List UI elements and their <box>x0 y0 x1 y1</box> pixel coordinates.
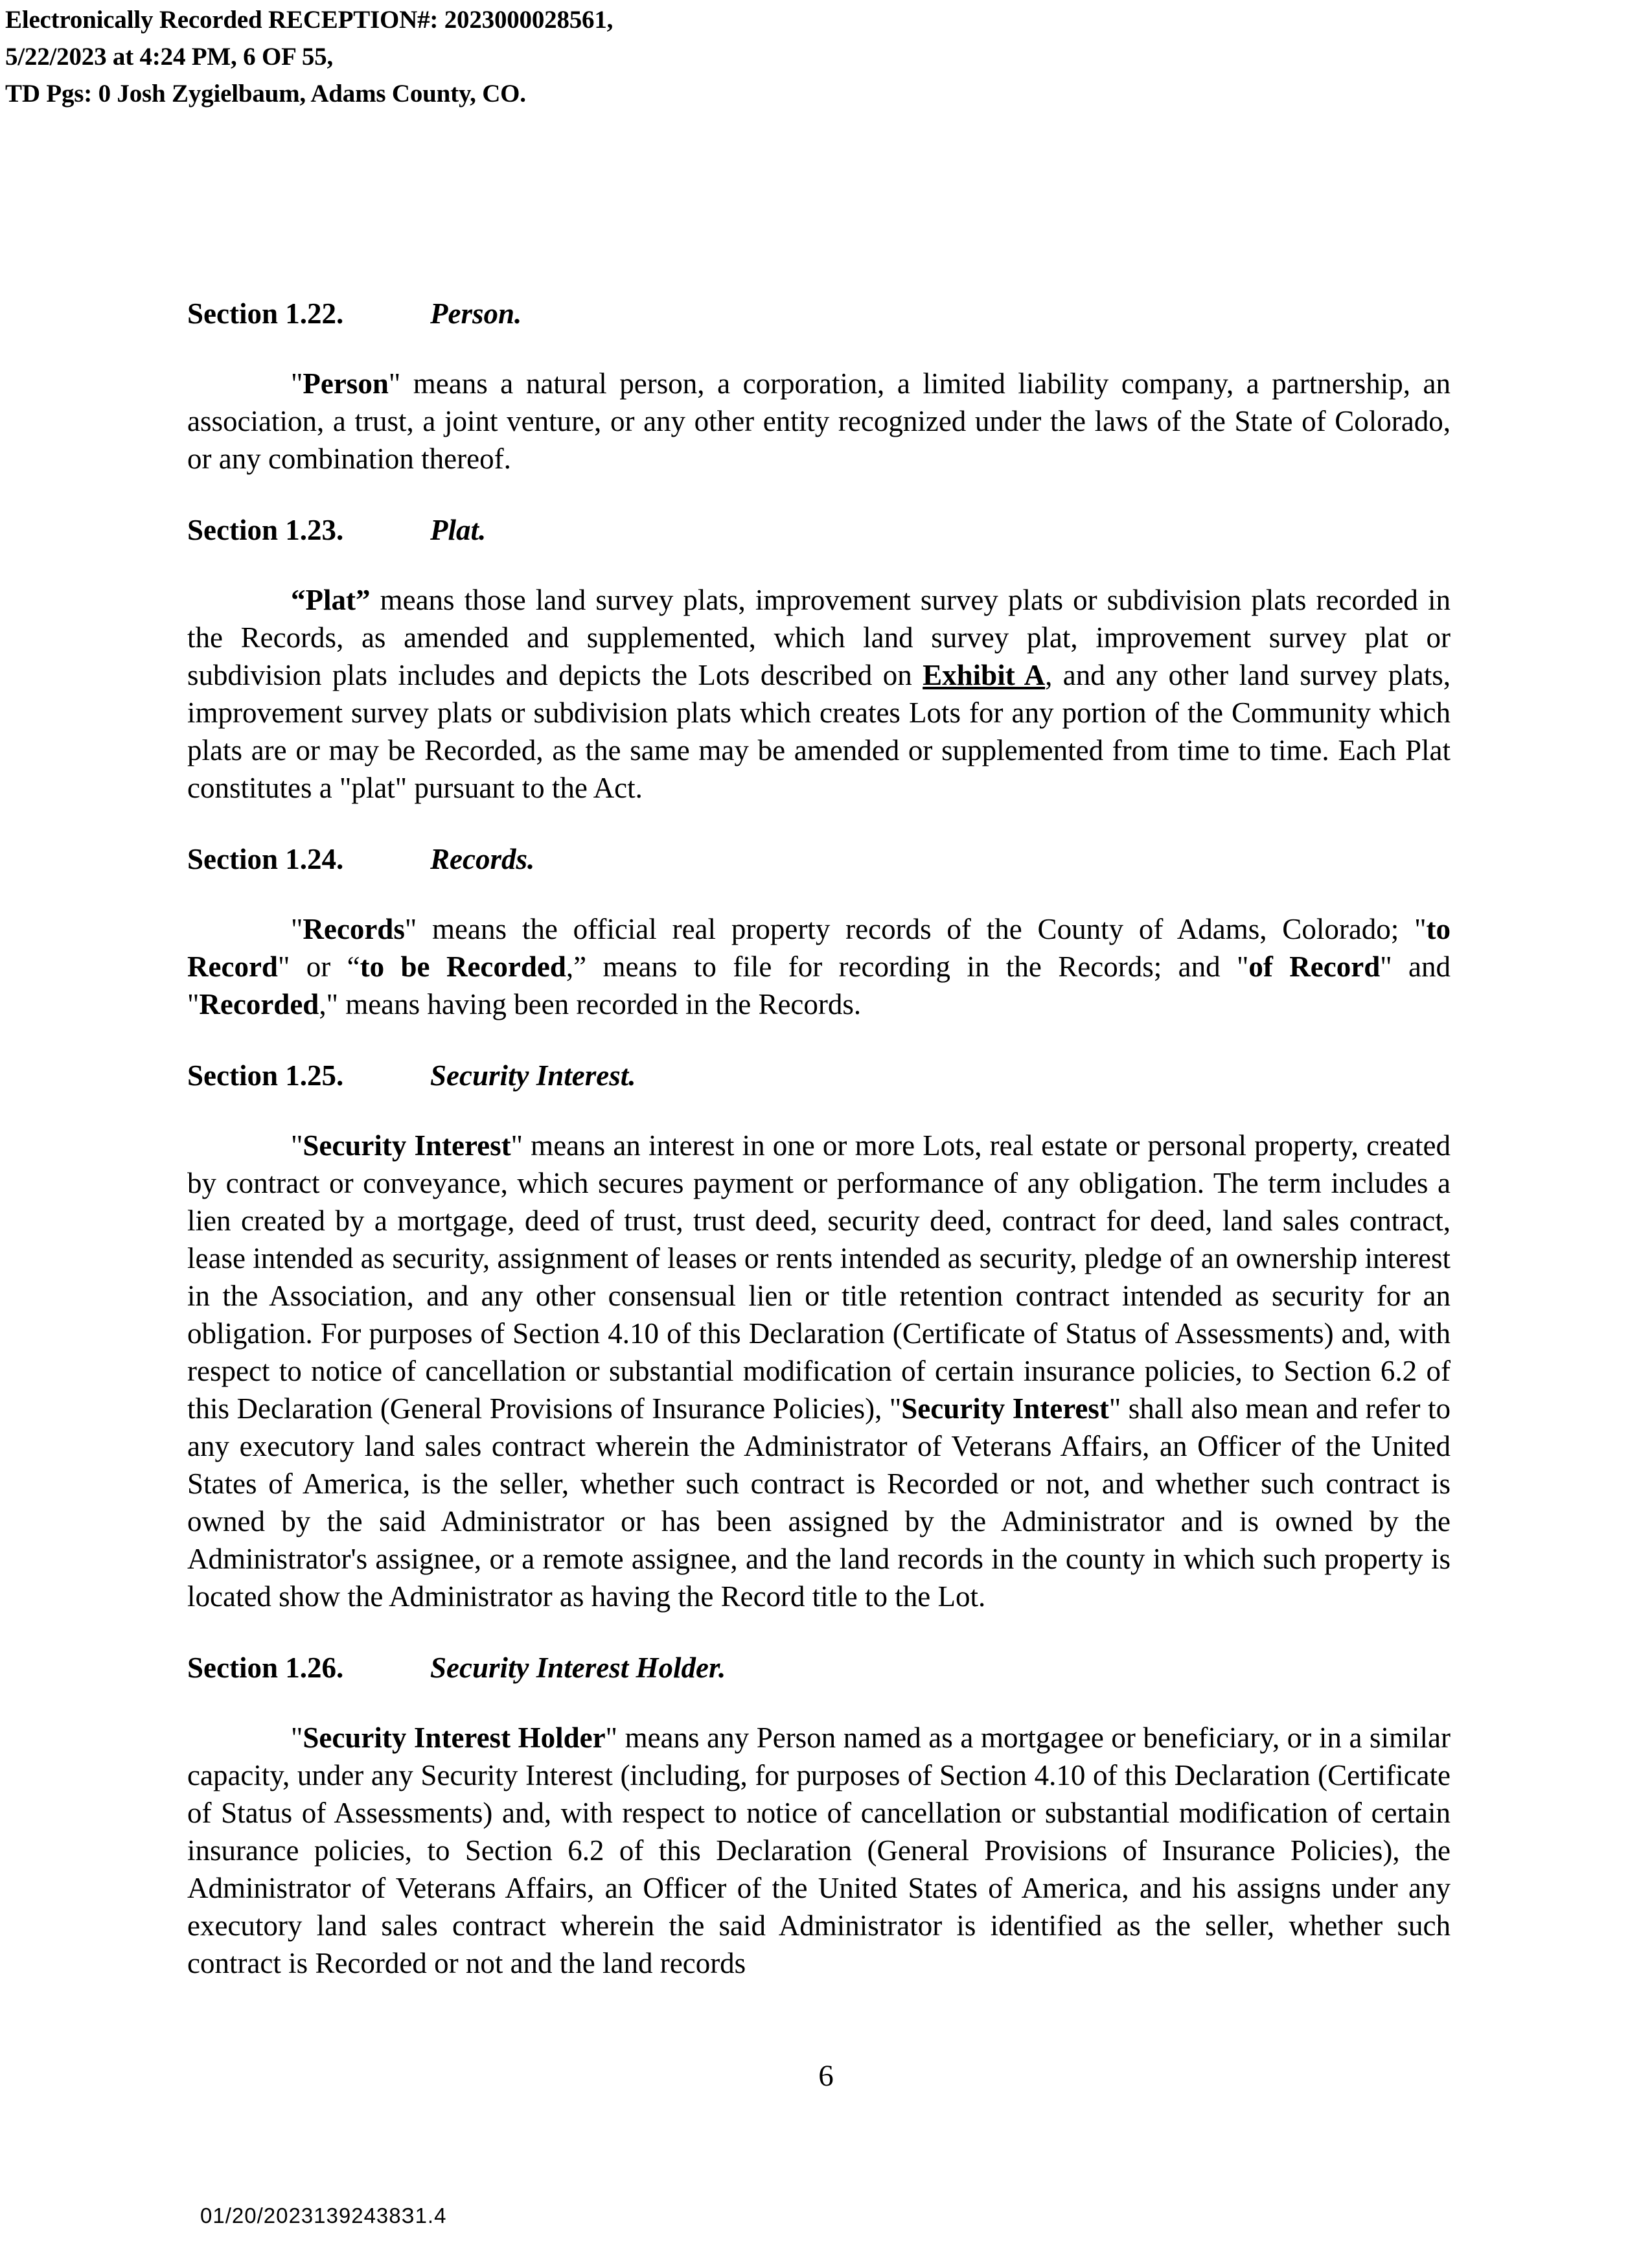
section-number: Section 1.22. <box>187 297 344 330</box>
defined-term: Recorded <box>199 988 319 1020</box>
section-paragraph <box>187 910 1451 1023</box>
section-paragraph <box>187 1127 1451 1615</box>
defined-term: Security Interest <box>901 1392 1109 1425</box>
paragraph-text: ,” means to file for recording in the Records; and " <box>566 950 1249 983</box>
paragraph-text: " means the official real property records of the County of Adams, Colorado; " <box>404 913 1427 945</box>
page-number: 6 <box>818 2059 834 2093</box>
paragraph-text: means those land survey plats, improvement survey plats or subdivision plats recorded in the Records, as amended and supplemented, which land survey plat, improvement survey plat or subdivision plats includes and depicts the Lots described on <box>187 584 1451 691</box>
quote: " <box>291 1129 303 1162</box>
defined-term: Security Interest Holder <box>303 1721 606 1754</box>
exhibit-reference: Exhibit A <box>923 659 1046 691</box>
defined-term: of Record <box>1248 950 1381 983</box>
section-heading <box>187 1057 1451 1094</box>
section-title: Security Interest Holder. <box>430 1652 726 1684</box>
paragraph-text: " or “ <box>277 950 360 983</box>
paragraph-text: , and any other land survey plats, improvement survey plats or subdivision plats which creates Lots for any portion of the Community which plats are or may be Recorded, as the same may be amended or supplemented from time to time. Each Plat constitutes a "plat" pursuant to the Act. <box>187 659 1451 804</box>
paragraph-text: " means any Person named as a mortgagee or beneficiary, or in a similar capacity, under any Security Interest (including, for purposes of Section 4.10 of this Declaration (Certificate of Status of Assessments) and, with respect to notice of cancellation or substantial modification of certain insurance policies, to Section 6.2 of this Declaration (General Provisions of Insurance Policies), the Administrator of Veterans Affairs, an Officer of the United States of America, and his assigns under any executory land sales contract wherein the said Administrator is identified as the seller, whether such contract is Recorded or not and the land records <box>187 1721 1451 1979</box>
defined-term: “Plat” <box>291 584 371 616</box>
quote: " <box>291 913 303 945</box>
section-heading <box>187 1649 1451 1687</box>
quote: " <box>291 1721 303 1754</box>
section-title: Records. <box>430 843 535 875</box>
defined-term: Records <box>303 913 405 945</box>
stamp-line-3: TD Pgs: 0 Josh Zygielbaum, Adams County, CO. <box>5 80 526 108</box>
section-number: Section 1.24. <box>187 843 344 875</box>
stamp-line-1: Electronically Recorded RECEPTION#: 2023000028561, <box>5 6 614 34</box>
section-heading <box>187 511 1451 549</box>
paragraph-text: " shall also mean and refer to any executory land sales contract wherein the Administrator of Veterans Affairs, an Officer of the United States of America, is the seller, whether such contract is Recorded or not, and whether such contract is owned by the said Administrator or has been assigned by the Administrator and is owned by the Administrator's assignee, or a remote assignee, and the land records in the county in which such property is located show the Administrator as having the Record title to the Lot. <box>187 1392 1451 1613</box>
paragraph-text: " means an interest in one or more Lots, real estate or personal property, created by contract or conveyance, which secures payment or performance of any obligation. The term includes a lien created by a mortgage, deed of trust, trust deed, security deed, contract for deed, land sales contract, lease intended as security, assignment of leases or rents intended as security, pledge of an ownership interest in the Association, and any other consensual lien or title retention contract intended as security for an obligation. For purposes of Section 4.10 of this Declaration (Certificate of Status of Assessments) and, with respect to notice of cancellation or substantial modification of certain insurance policies, to Section 6.2 of this Declaration (General Provisions of Insurance Policies), " <box>187 1129 1451 1425</box>
defined-term: to be Recorded <box>360 950 566 983</box>
quote: " <box>291 367 303 400</box>
paragraph-text: " and " <box>187 950 1451 1020</box>
defined-term: to Record <box>187 913 1451 983</box>
defined-term: Person <box>303 367 389 400</box>
section-title: Security Interest. <box>430 1059 636 1092</box>
section-paragraph <box>187 581 1451 807</box>
section-paragraph <box>187 1719 1451 1982</box>
document-id: 01/20/20231392438З1.4 <box>200 2204 447 2228</box>
defined-term: Security Interest <box>303 1129 511 1162</box>
paragraph-text: " means a natural person, a corporation, a limited liability company, a partnership, an association, a trust, a joint venture, or any other entity recognized under the laws of the State of Colorado, or any combination thereof. <box>187 367 1451 475</box>
section-paragraph <box>187 365 1451 478</box>
section-heading <box>187 295 1451 332</box>
section-heading <box>187 840 1451 878</box>
document-body <box>187 295 1451 1982</box>
stamp-line-2: 5/22/2023 at 4:24 PM, 6 OF 55, <box>5 43 333 71</box>
section-title: Person. <box>430 297 522 330</box>
section-number: Section 1.23. <box>187 514 344 546</box>
section-number: Section 1.25. <box>187 1059 344 1092</box>
section-title: Plat. <box>430 514 487 546</box>
section-number: Section 1.26. <box>187 1652 344 1684</box>
paragraph-text: ," means having been recorded in the Records. <box>319 988 862 1020</box>
recording-stamp <box>5 1 613 112</box>
